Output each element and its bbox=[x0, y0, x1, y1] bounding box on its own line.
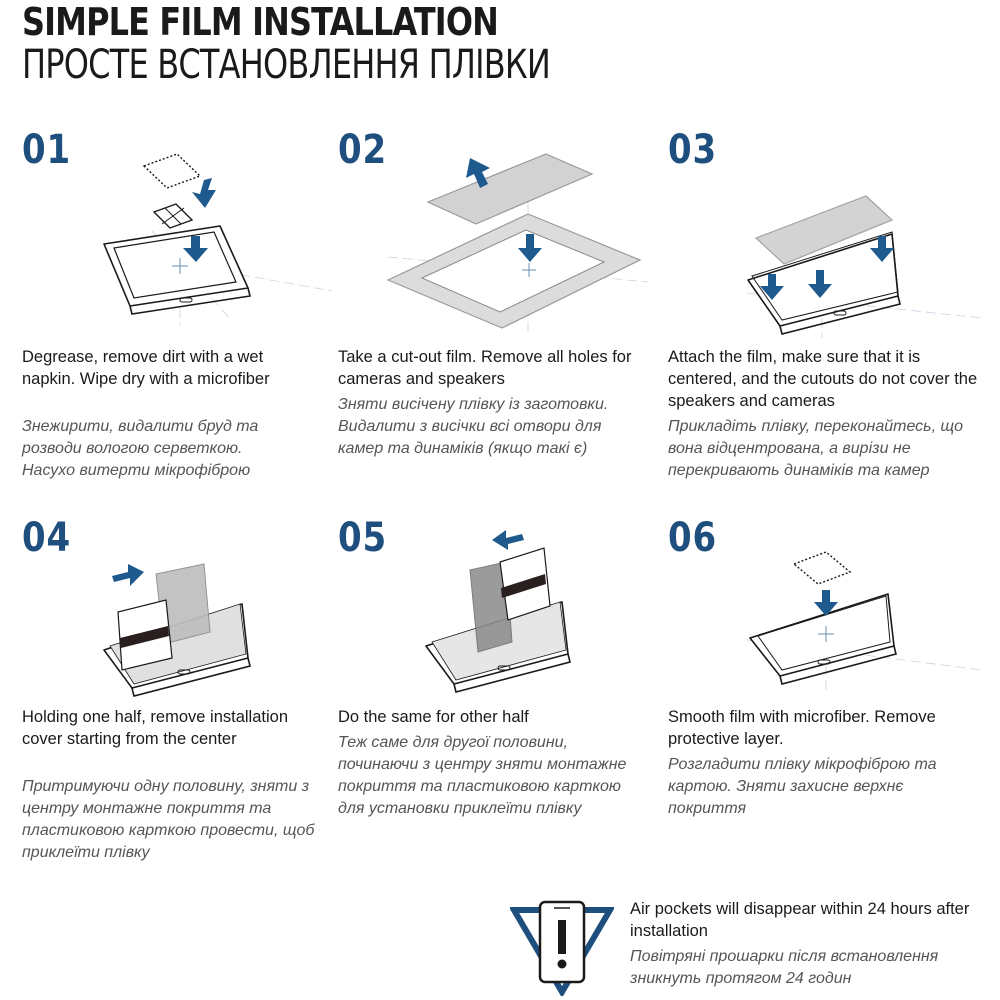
step-01 bbox=[22, 128, 332, 488]
step-instruction-en: Take a cut-out film. Remove all holes for cameras and speakers bbox=[338, 348, 632, 388]
step-number: 05 bbox=[338, 515, 388, 561]
step-instruction-ua: Знежирити, видалити бруд та розводи вологою серветкою. Насухо витерти мікрофіброю bbox=[22, 418, 259, 479]
step-03 bbox=[668, 128, 978, 488]
step-04 bbox=[22, 516, 332, 876]
step-02 bbox=[338, 128, 648, 488]
remove-cover-first-half-illustration bbox=[92, 546, 342, 706]
step-instruction-ua: Розгладити плівку мікрофіброю та картою. Зняти захисне верхнє покриття bbox=[668, 756, 937, 817]
note-ua: Повітряні прошарки після встановлення зникнуть протягом 24 годин bbox=[630, 948, 939, 987]
step-instruction-en: Degrease, remove dirt with a wet napkin. Wipe dry with a microfiber bbox=[22, 348, 270, 388]
cut-out-film-illustration bbox=[378, 142, 658, 342]
phone-cleaning-illustration bbox=[92, 136, 342, 346]
step-06 bbox=[668, 516, 978, 876]
attach-film-illustration bbox=[742, 168, 992, 348]
page-title: SIMPLE FILM INSTALLATION bbox=[22, 0, 499, 44]
warning-triangle-icon bbox=[510, 900, 614, 996]
page-subtitle: ПРОСТЕ ВСТАНОВЛЕННЯ ПЛІВКИ bbox=[22, 42, 550, 88]
step-number: 01 bbox=[22, 127, 72, 173]
step-number: 03 bbox=[668, 127, 718, 173]
remove-cover-second-half-illustration bbox=[418, 526, 648, 696]
step-instruction-ua: Прикладіть плівку, переконайтесь, що вона відцентрована, а вирізи не перекривають динаміків та камер bbox=[668, 418, 963, 479]
step-instruction-ua: Теж саме для другої половини, починаючи з центру зняти монтажне покриття та пластиковою карткою для установки приклеїти плівку bbox=[338, 734, 627, 817]
step-instruction-en: Holding one half, remove installation cover starting from the center bbox=[22, 708, 288, 748]
step-instruction-en: Attach the film, make sure that it is centered, and the cutouts do not cover the speakers and cameras bbox=[668, 348, 978, 410]
step-number: 02 bbox=[338, 127, 388, 173]
step-instruction-en: Smooth film with microfiber. Remove protective layer. bbox=[668, 708, 936, 748]
step-instruction-ua: Притримуючи одну половину, зняти з центру монтажне покриття та пластиковою карткою провести, щоб приклеїти плівку bbox=[22, 778, 315, 861]
note-en: Air pockets will disappear within 24 hours after installation bbox=[630, 900, 970, 940]
step-05 bbox=[338, 516, 648, 876]
step-number: 04 bbox=[22, 515, 72, 561]
step-instruction-en: Do the same for other half bbox=[338, 708, 529, 726]
step-instruction-ua: Зняти висічену плівку із заготовки. Видалити з висічки всі отвори для камер та динаміків (якщо такі є) bbox=[338, 396, 609, 457]
step-number: 06 bbox=[668, 515, 718, 561]
smooth-film-illustration bbox=[742, 540, 992, 700]
